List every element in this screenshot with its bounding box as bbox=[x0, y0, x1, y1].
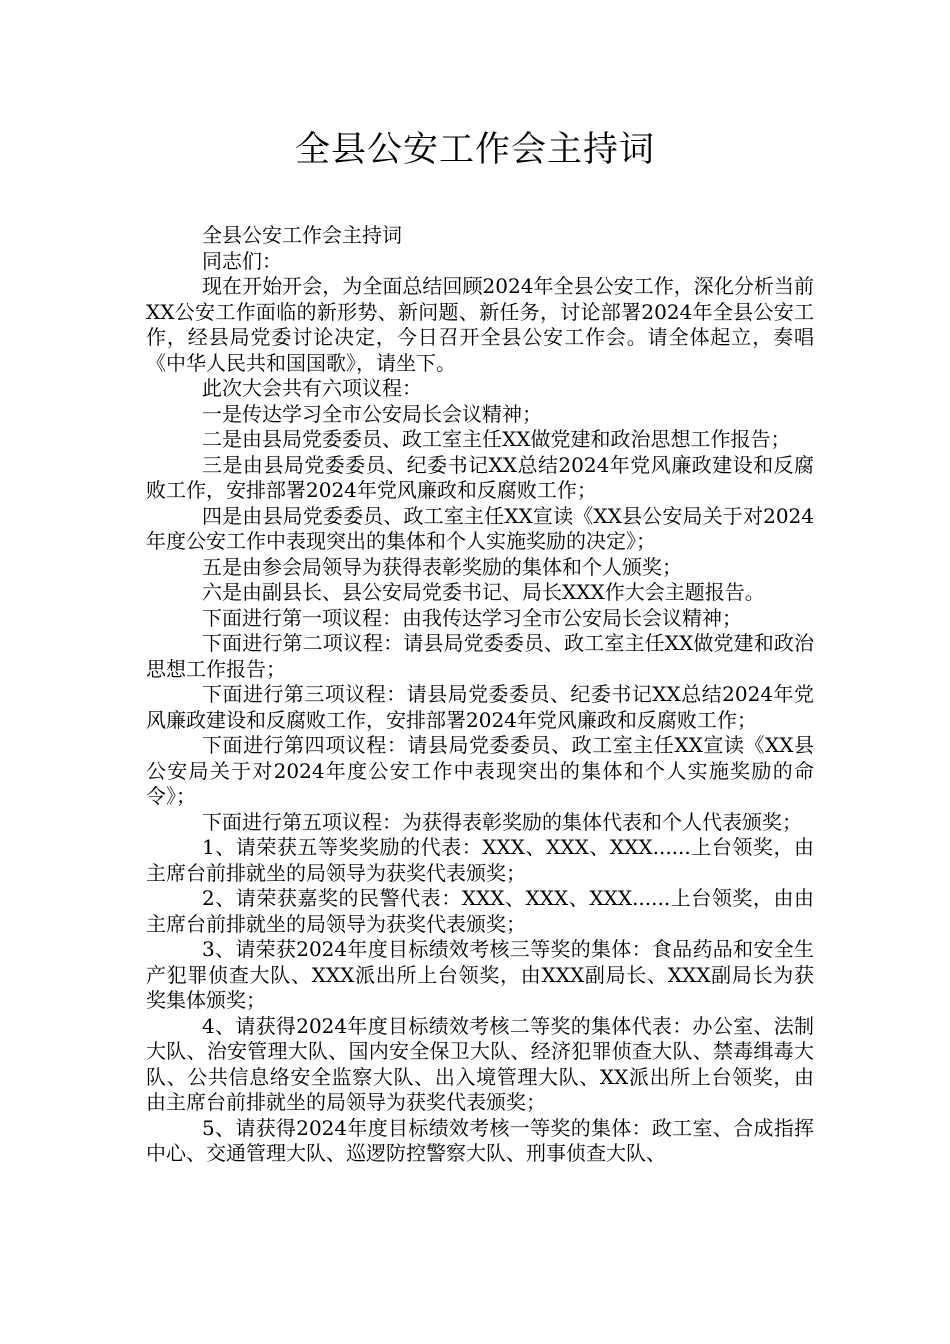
award-item-1: 1、请荣获五等奖奖励的代表：XXX、XXX、XXX......上台领奖，由主席台前排就坐的局领导为获奖代表颁奖； bbox=[146, 835, 814, 885]
opening-paragraph: 现在开始开会，为全面总结回顾2024年全县公安工作，深化分析当前XX公安工作面临的新形势、新问题、新任务，讨论部署2024年全县公安工作，经县局党委讨论决定，今日召开全县公安工作会。请全体起立，奏唱《中华人民共和国国歌》，请坐下。 bbox=[146, 274, 814, 375]
award-item-4: 4、请获得2024年度目标绩效考核二等奖的集体代表：办公室、法制大队、治安管理大队、国内安全保卫大队、经济犯罪侦查大队、禁毒缉毒大队、公共信息络安全监察大队、出入境管理大队、XX派出所上台领奖，由由主席台前排就坐的局领导为获奖代表颁奖； bbox=[146, 1013, 814, 1114]
subtitle-line: 全县公安工作会主持词 bbox=[202, 223, 402, 247]
agenda-item-4: 四是由县局党委委员、政工室主任XX宣读《XX县公安局关于对2024年度公安工作中表现突出的集体和个人实施奖励的决定》； bbox=[146, 503, 814, 553]
agenda-item-5: 五是由参会局领导为获得表彰奖励的集体和个人颁奖； bbox=[202, 554, 682, 579]
agenda-intro: 此次大会共有六项议程： bbox=[202, 376, 422, 400]
proceeding-4: 下面进行第四项议程：请县局党委委员、政工室主任XX宣读《XX县公安局关于对2024年度公安工作中表现突出的集体和个人实施奖励的命令》； bbox=[146, 733, 814, 808]
agenda-item-1: 一是传达学习全市公安局长会议精神； bbox=[202, 401, 542, 426]
proceeding-1: 下面进行第一项议程：由我传达学习全市公安局长会议精神； bbox=[202, 605, 742, 630]
award-item-5: 5、请获得2024年度目标绩效考核一等奖的集体：政工室、合成指挥中心、交通管理大队、巡逻防控警察大队、刑事侦查大队、 bbox=[146, 1115, 814, 1165]
proceeding-3: 下面进行第三项议程：请县局党委委员、纪委书记XX总结2024年党风廉政建设和反腐败工作，安排部署2024年党风廉政和反腐败工作； bbox=[146, 682, 814, 732]
agenda-item-6: 六是由副县长、县公安局党委书记、局长XXX作大会主题报告。 bbox=[202, 580, 765, 604]
proceeding-5: 下面进行第五项议程：为获得表彰奖励的集体代表和个人代表颁奖； bbox=[202, 809, 802, 834]
agenda-item-2: 二是由县局党委委员、政工室主任XX做党建和政治思想工作报告； bbox=[202, 427, 791, 451]
proceeding-2: 下面进行第二项议程：请县局党委委员、政工室主任XX做党建和政治思想工作报告； bbox=[146, 631, 814, 681]
award-item-3: 3、请荣获2024年度目标绩效考核三等奖的集体：食品药品和安全生产犯罪侦查大队、XXX派出所上台领奖，由XXX副局长、XXX副局长为获奖集体颁奖； bbox=[146, 937, 814, 1012]
award-item-2: 2、请荣获嘉奖的民警代表：XXX、XXX、XXX......上台领奖，由由主席台前排就坐的局领导为获奖代表颁奖； bbox=[146, 886, 814, 936]
agenda-item-3: 三是由县局党委委员、纪委书记XX总结2024年党风廉政建设和反腐败工作，安排部署2024年党风廉政和反腐败工作； bbox=[146, 452, 814, 502]
document-title: 全县公安工作会主持词 bbox=[294, 130, 655, 170]
document-body bbox=[146, 223, 814, 1167]
salutation: 同志们： bbox=[202, 248, 282, 273]
